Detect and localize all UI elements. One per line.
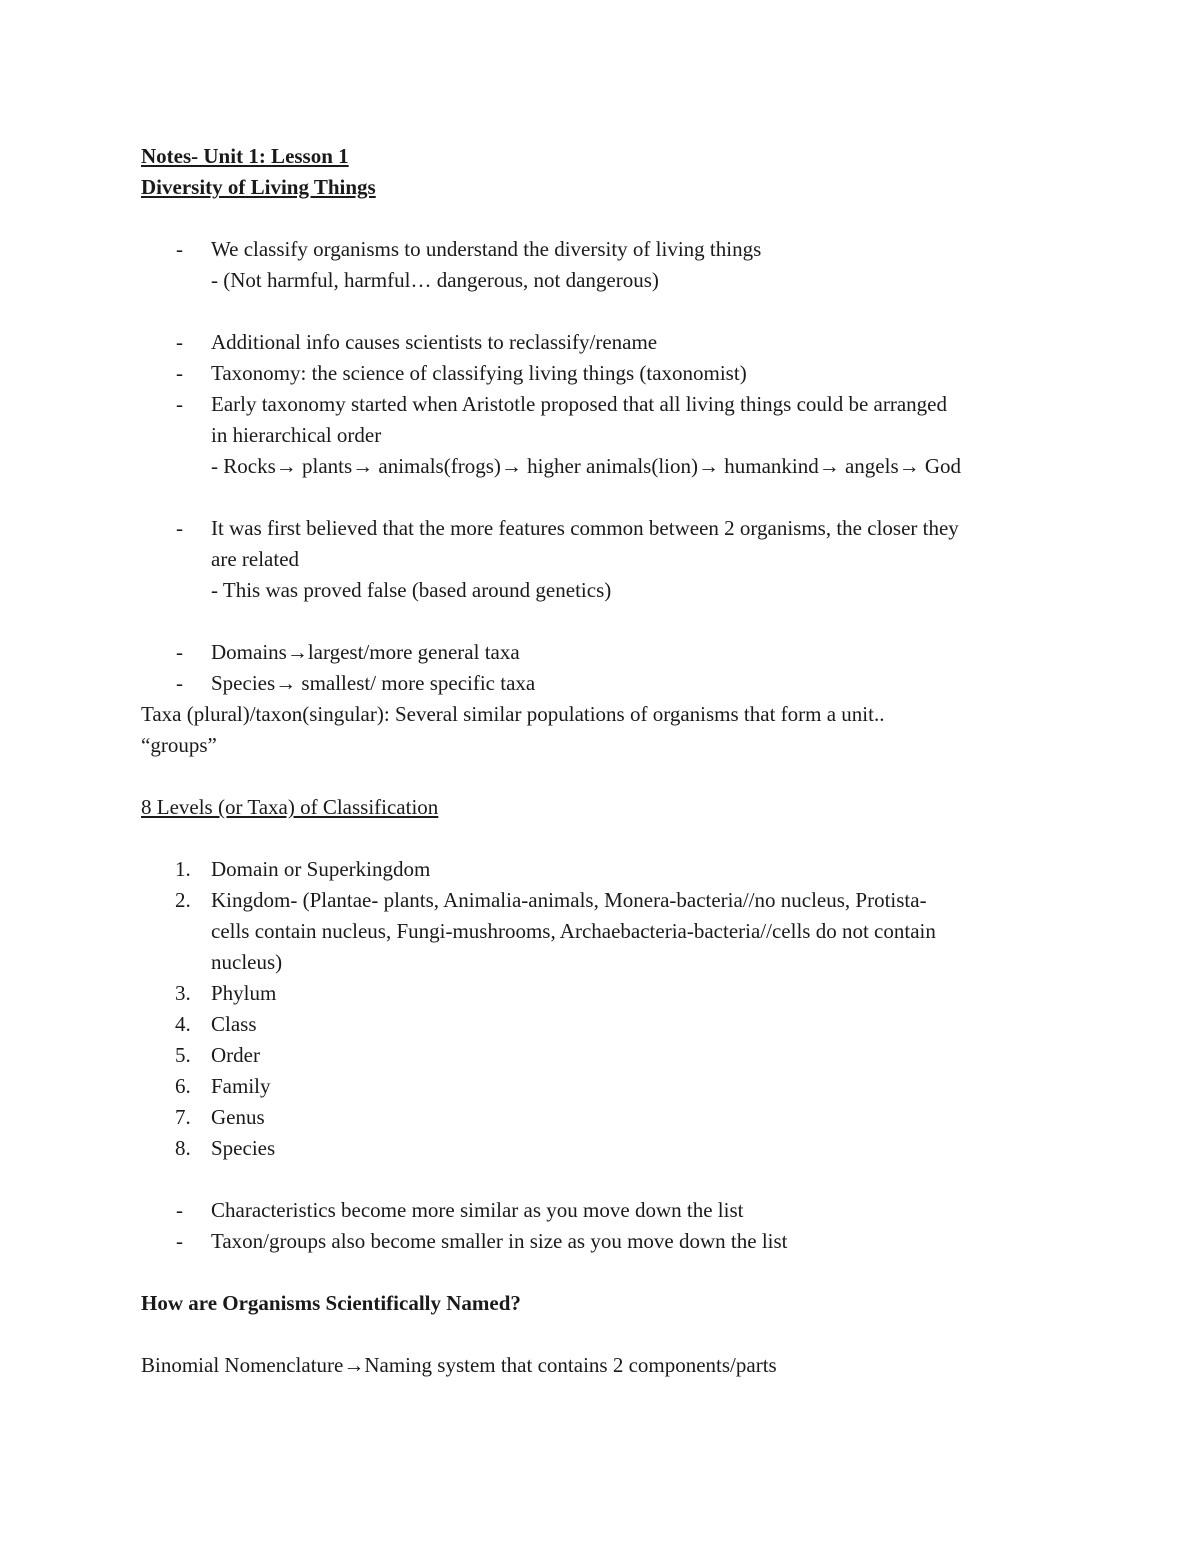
bullet-features-line-1: It was first believed that the more features common between 2 organisms, the closer they <box>211 516 959 540</box>
bullet-species: Species→ smallest/ more specific taxa <box>211 671 536 695</box>
bullet-dash: - <box>176 361 183 385</box>
list-number: 7. <box>175 1105 191 1129</box>
bullet-dash: - <box>176 671 183 695</box>
list-number: 2. <box>175 888 191 912</box>
taxa-definition-line-1: Taxa (plural)/taxon(singular): Several similar populations of organisms that form a unit.. <box>141 702 885 726</box>
bullet-reclassify: Additional info causes scientists to reclassify/rename <box>211 330 658 354</box>
list-number: 5. <box>175 1043 191 1067</box>
list-item-family: Family <box>211 1074 271 1098</box>
sub-bullet-hierarchy: - Rocks→ plants→ animals(frogs)→ higher animals(lion)→ humankind→ angels→ God <box>211 454 962 478</box>
bullet-aristotle-line-1: Early taxonomy started when Aristotle proposed that all living things could be arranged <box>211 392 947 416</box>
bullet-taxon-size: Taxon/groups also become smaller in size as you move down the list <box>211 1229 788 1253</box>
bullet-characteristics: Characteristics become more similar as you move down the list <box>211 1198 744 1222</box>
taxa-definition-line-2: “groups” <box>141 733 217 757</box>
binomial-nomenclature: Binomial Nomenclature→Naming system that contains 2 components/parts <box>141 1353 777 1377</box>
bullet-dash: - <box>176 516 183 540</box>
bullet-dash: - <box>176 1229 183 1253</box>
list-item-genus: Genus <box>211 1105 265 1129</box>
bullet-dash: - <box>176 237 183 261</box>
bullet-taxonomy: Taxonomy: the science of classifying living things (taxonomist) <box>211 361 747 385</box>
list-item-domain: Domain or Superkingdom <box>211 857 431 881</box>
naming-heading: How are Organisms Scientifically Named? <box>141 1291 521 1315</box>
bullet-aristotle-line-2: in hierarchical order <box>211 423 382 447</box>
list-number: 8. <box>175 1136 191 1160</box>
bullet-classify: We classify organisms to understand the diversity of living things <box>211 237 762 261</box>
title-line-2: Diversity of Living Things <box>141 175 376 199</box>
list-number: 3. <box>175 981 191 1005</box>
bullet-domains: Domains→largest/more general taxa <box>211 640 520 664</box>
levels-heading: 8 Levels (or Taxa) of Classification <box>141 795 439 819</box>
list-item-species: Species <box>211 1136 276 1160</box>
list-item-kingdom-line-2: cells contain nucleus, Fungi-mushrooms, Archaebacteria-bacteria//cells do not contain <box>211 919 936 943</box>
list-number: 4. <box>175 1012 191 1036</box>
list-item-phylum: Phylum <box>211 981 277 1005</box>
bullet-features-line-2: are related <box>211 547 300 571</box>
sub-bullet-harmful: - (Not harmful, harmful… dangerous, not dangerous) <box>211 268 659 292</box>
list-item-kingdom-line-1: Kingdom- (Plantae- plants, Animalia-animals, Monera-bacteria//no nucleus, Protista- <box>211 888 927 912</box>
bullet-dash: - <box>176 640 183 664</box>
list-item-class: Class <box>211 1012 257 1036</box>
list-item-order: Order <box>211 1043 260 1067</box>
bullet-dash: - <box>176 330 183 354</box>
list-number: 6. <box>175 1074 191 1098</box>
list-number: 1. <box>175 857 191 881</box>
title-line-1: Notes- Unit 1: Lesson 1 <box>141 144 349 168</box>
bullet-dash: - <box>176 1198 183 1222</box>
sub-bullet-proved-false: - This was proved false (based around genetics) <box>211 578 612 602</box>
bullet-dash: - <box>176 392 183 416</box>
list-item-kingdom-line-3: nucleus) <box>211 950 283 974</box>
